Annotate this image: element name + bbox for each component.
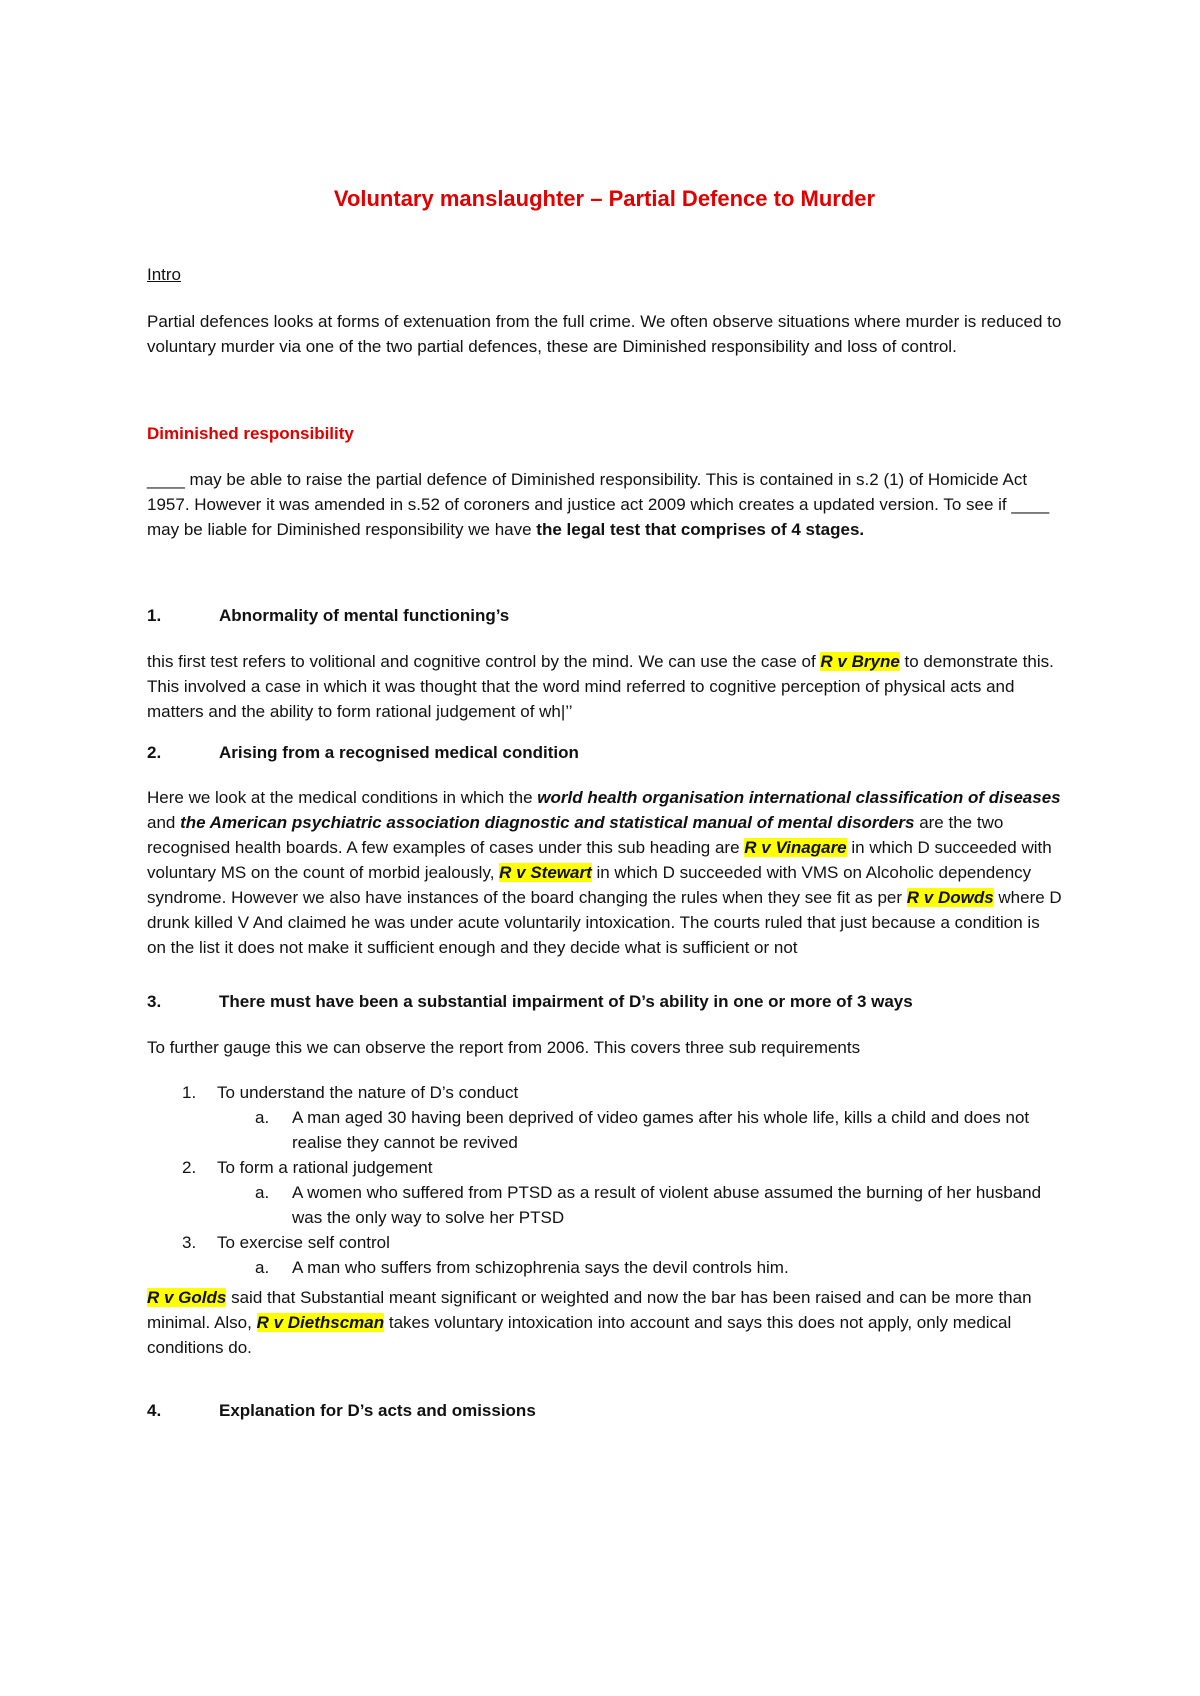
list-item-number: 2. bbox=[182, 1158, 197, 1177]
intro-paragraph: Partial defences looks at forms of extenuation from the full crime. We often observe situations where murder is reduced to voluntary murder via one of the two partial defences, these are Diminished responsibility and loss of control. bbox=[147, 312, 1062, 356]
legal-test-bold: the legal test that comprises of 4 stages. bbox=[536, 520, 865, 539]
stage-2-text-1: Here we look at the medical conditions in which the bbox=[147, 788, 538, 807]
case-r-v-diethscman: R v Diethscman bbox=[256, 1313, 385, 1332]
stage-2-text-6: where D drunk killed V And claimed he was under acute voluntarily intoxication. The courts ruled that just because a condition is on the list it does not make it sufficient enough and they decide what is sufficient or not bbox=[147, 888, 1062, 957]
stage-3-cases-paragraph bbox=[147, 1285, 1062, 1360]
stage-3-heading bbox=[147, 989, 1062, 1014]
stage-4-title: Explanation for D’s acts and omissions bbox=[219, 1401, 536, 1420]
stage-1-heading bbox=[147, 603, 1062, 628]
stage-2-heading bbox=[147, 740, 1062, 765]
sub-list-item-text: A man aged 30 having been deprived of video games after his whole life, kills a child and does not realise they cannot be revived bbox=[292, 1108, 1030, 1152]
sub-list-item-letter: a. bbox=[255, 1183, 270, 1202]
stage-1-title: Abnormality of mental functioning’s bbox=[219, 606, 510, 625]
stage-2-paragraph bbox=[147, 785, 1062, 960]
case-r-v-golds: R v Golds bbox=[147, 1288, 227, 1307]
stage-2-text-2: and bbox=[147, 813, 181, 832]
sub-list-item-text: A women who suffered from PTSD as a result of violent abuse assumed the burning of her husband was the only way to solve her PTSD bbox=[292, 1183, 1042, 1227]
sub-list-item bbox=[147, 1105, 1062, 1155]
case-r-v-stewart: R v Stewart bbox=[499, 863, 592, 882]
stage-3-number: 3. bbox=[147, 992, 162, 1011]
stage-2-text-4: in which D succeeded with voluntary MS on the count of morbid jealously, bbox=[147, 838, 1052, 882]
list-item-number: 3. bbox=[182, 1233, 197, 1252]
diminished-text: ____ may be able to raise the partial defence of Diminished responsibility. This is contained in s.2 (1) of Homicide Act 1957. However it was amended in s.52 of coroners and justice act 2009 which creates a updated version. To see if ____ may be liable for Diminished responsibility we have bbox=[147, 470, 1050, 539]
stage-1-paragraph bbox=[147, 649, 1062, 724]
sub-list-item bbox=[147, 1255, 1062, 1280]
sub-list-item bbox=[147, 1180, 1062, 1230]
list-item bbox=[147, 1155, 1062, 1180]
stage-3-title: There must have been a substantial impairment of D’s ability in one or more of 3 ways bbox=[219, 992, 913, 1011]
stage-3-paragraph: To further gauge this we can observe the report from 2006. This covers three sub requirements bbox=[147, 1038, 861, 1057]
list-item-number: 1. bbox=[182, 1083, 197, 1102]
list-item-text: To understand the nature of D’s conduct bbox=[217, 1083, 519, 1102]
list-item-text: To exercise self control bbox=[217, 1233, 390, 1252]
stage-2-title: Arising from a recognised medical condition bbox=[219, 743, 579, 762]
list-item-text: To form a rational judgement bbox=[217, 1158, 433, 1177]
stage-2-number: 2. bbox=[147, 743, 162, 762]
case-r-v-dowds: R v Dowds bbox=[906, 888, 994, 907]
diminished-responsibility-heading: Diminished responsibility bbox=[147, 424, 354, 443]
sub-requirements-list bbox=[147, 1080, 1062, 1280]
case-r-v-bryne: R v Bryne bbox=[820, 652, 900, 671]
stage-4-heading bbox=[147, 1398, 1062, 1423]
stage-1-text-a: this first test refers to volitional and cognitive control by the mind. We can use the case of bbox=[147, 652, 821, 671]
stage-1-text-b: to demonstrate this. This involved a case in which it was thought that the word mind referred to cognitive perception of physical acts and matters and the ability to form rational judgement of wh|’’ bbox=[147, 652, 1054, 721]
list-item bbox=[147, 1230, 1062, 1255]
stage-3-text-1: said that Substantial meant significant or weighted and now the bar has been raised and can be more than minimal. Also, bbox=[147, 1288, 1032, 1332]
who-classification: world health organisation international classification of diseases bbox=[537, 788, 1061, 807]
document-title: Voluntary manslaughter – Partial Defence to Murder bbox=[333, 186, 876, 211]
case-r-v-vinagare: R v Vinagare bbox=[744, 838, 847, 857]
stage-2-text-5: in which D succeeded with VMS on Alcoholic dependency syndrome. However we also have instances of the board changing the rules when they see fit as per bbox=[147, 863, 1032, 907]
stage-1-number: 1. bbox=[147, 606, 162, 625]
intro-heading: Intro bbox=[147, 265, 182, 284]
apa-manual: the American psychiatric association diagnostic and statistical manual of mental disorders bbox=[180, 813, 915, 832]
stage-4-number: 4. bbox=[147, 1401, 162, 1420]
diminished-responsibility-paragraph bbox=[147, 467, 1062, 542]
stage-2-text-3: are the two recognised health boards. A few examples of cases under this sub heading are bbox=[147, 813, 1004, 857]
sub-list-item-text: A man who suffers from schizophrenia says the devil controls him. bbox=[292, 1258, 789, 1277]
sub-list-item-letter: a. bbox=[255, 1108, 270, 1127]
sub-list-item-letter: a. bbox=[255, 1258, 270, 1277]
list-item bbox=[147, 1080, 1062, 1105]
stage-3-text-2: takes voluntary intoxication into account and says this does not apply, only medical conditions do. bbox=[147, 1313, 1012, 1357]
